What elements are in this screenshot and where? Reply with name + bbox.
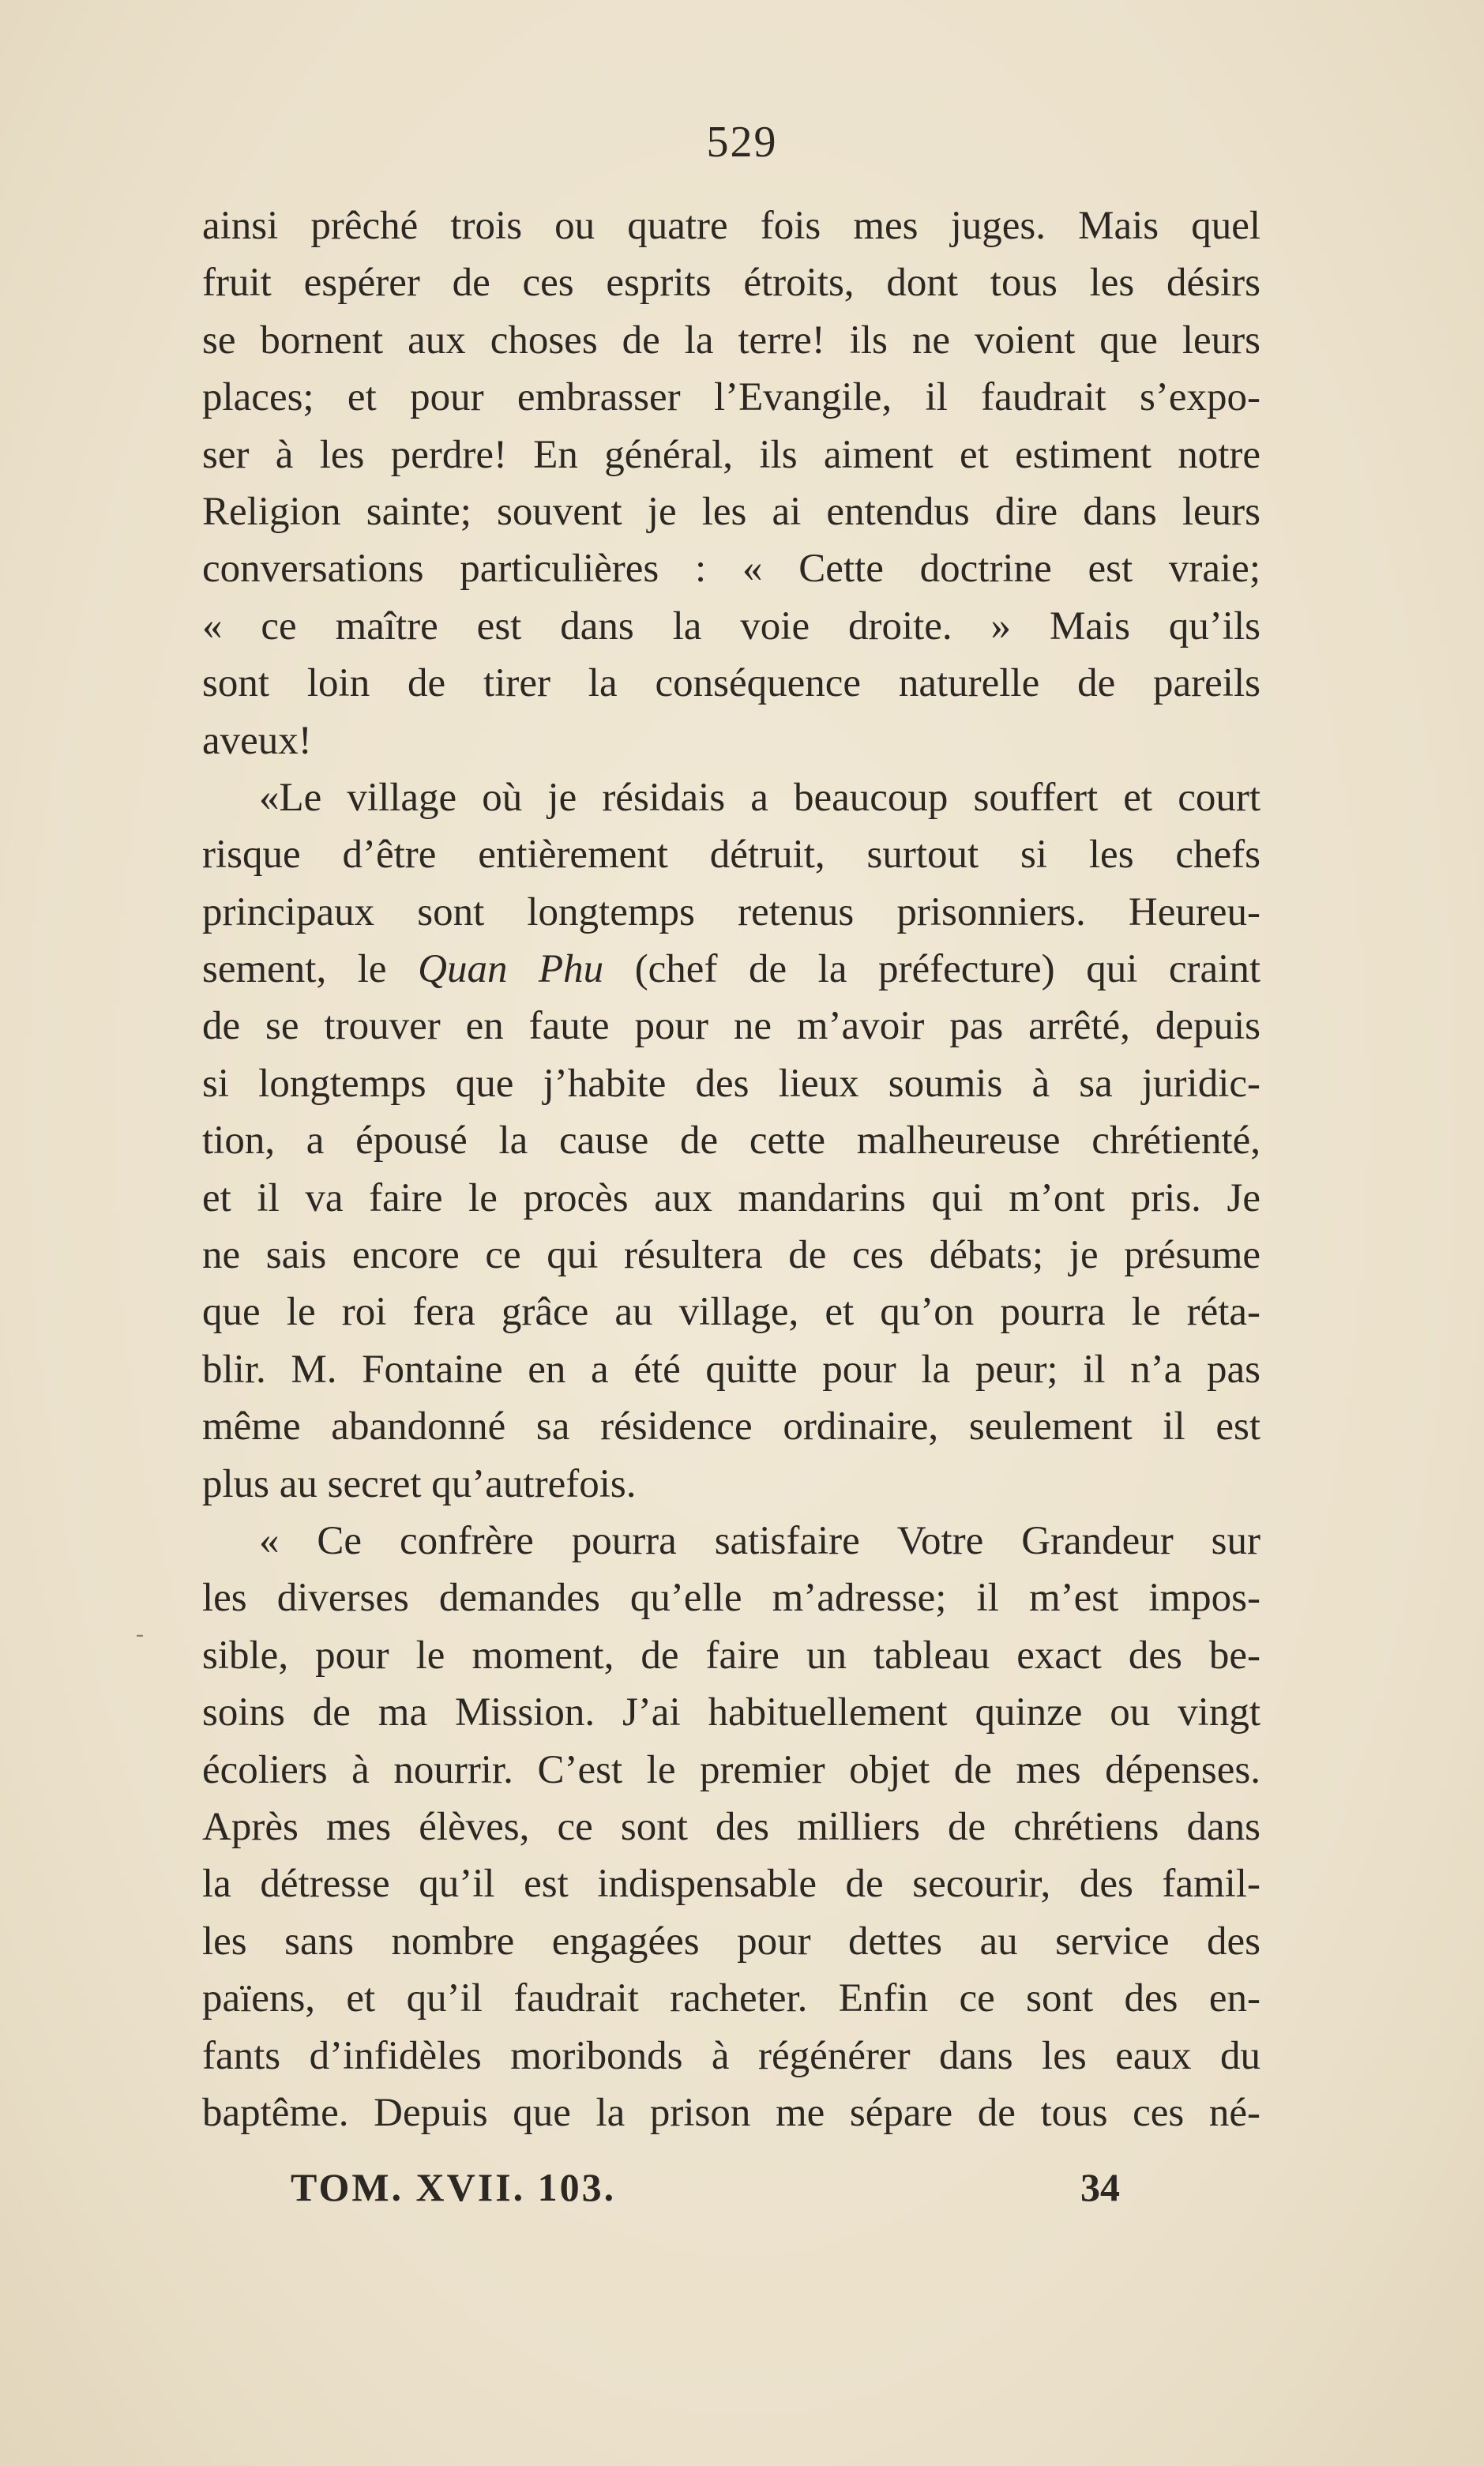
text-line: sont loin de tirer la conséquence naturelle de pareils xyxy=(202,661,1260,706)
text-line: tion, a épousé la cause de cette malheureuse chrétienté, xyxy=(202,1118,1260,1163)
text-line: si longtemps que j’habite des lieux soumis à sa juridic- xyxy=(202,1061,1260,1106)
text-line: plus au secret qu’autrefois. xyxy=(202,1461,637,1506)
text-line: même abandonné sa résidence ordinaire, seulement il est xyxy=(202,1404,1260,1449)
paragraph-start-line: « Ce confrère pourra satisfaire Votre Grandeur sur xyxy=(259,1518,1260,1563)
text-line: de se trouver en faute pour ne m’avoir pas arrêté, depuis xyxy=(202,1004,1260,1049)
text-line: baptême. Depuis que la prison me sépare de tous ces né- xyxy=(202,2090,1260,2135)
body-text xyxy=(202,197,1260,2141)
text-line: principaux sont longtemps retenus prisonniers. Heureu- xyxy=(202,889,1260,934)
text-line: « ce maître est dans la voie droite. » Mais qu’ils xyxy=(202,603,1260,648)
text-line: écoliers à nourrir. C’est le premier objet de mes dépenses. xyxy=(202,1747,1260,1792)
text-segment: sement, le xyxy=(202,947,387,992)
text-line: se bornent aux choses de la terre! ils ne voient que leurs xyxy=(202,318,1260,363)
italic-term: Quan Phu xyxy=(418,947,604,992)
text-line: la détresse qu’il est indispensable de secourir, des famil- xyxy=(202,1862,1260,1907)
page-footer xyxy=(291,2164,1120,2210)
text-line: fruit espérer de ces esprits étroits, dont tous les désirs xyxy=(202,261,1260,306)
text-line: païens, et qu’il faudrait racheter. Enfin ce sont des en- xyxy=(202,1976,1260,2021)
text-line: ainsi prêché trois ou quatre fois mes juges. Mais quel xyxy=(202,204,1260,248)
text-segment: (chef de la préfecture) qui craint xyxy=(634,947,1260,992)
text-line: les sans nombre engagées pour dettes au service des xyxy=(202,1919,1260,1964)
text-line: les diverses demandes qu’elle m’adresse; il m’est impos- xyxy=(202,1576,1260,1621)
text-line: Après mes élèves, ce sont des milliers de chrétiens dans xyxy=(202,1804,1260,1849)
text-line: risque d’être entièrement détruit, surtout si les chefs xyxy=(202,833,1260,878)
sheet-number: 34 xyxy=(1080,2165,1120,2209)
text-line: fants d’infidèles moribonds à régénérer dans les eaux du xyxy=(202,2033,1260,2078)
text-line: soins de ma Mission. J’ai habituellement quinze ou vingt xyxy=(202,1690,1260,1735)
paragraph-start-line: «Le village où je résidais a beaucoup souffert et court xyxy=(259,775,1260,820)
text-line: blir. M. Fontaine en a été quitte pour la peur; il n’a pas xyxy=(202,1347,1260,1392)
text-line: conversations particulières : « Cette doctrine est vraie; xyxy=(202,547,1260,592)
text-line: que le roi fera grâce au village, et qu’on pourra le réta- xyxy=(202,1290,1260,1335)
text-line: et il va faire le procès aux mandarins qui m’ont pris. Je xyxy=(202,1175,1260,1220)
margin-mark: - xyxy=(136,1621,144,1647)
signature-mark: TOM. XVII. 103. xyxy=(291,2165,617,2209)
text-line: sible, pour le moment, de faire un tableau exact des be- xyxy=(202,1633,1260,1678)
text-line: places; et pour embrasser l’Evangile, il faudrait s’expo- xyxy=(202,375,1260,420)
text-line-with-italic xyxy=(202,941,1260,998)
text-line: Religion sainte; souvent je les ai entendus dire dans leurs xyxy=(202,489,1260,534)
text-line: ne sais encore ce qui résultera de ces débats; je présume xyxy=(202,1233,1260,1278)
text-line: aveux! xyxy=(202,718,312,763)
page-number: 529 xyxy=(706,118,778,167)
text-line: ser à les perdre! En général, ils aiment et estiment notre xyxy=(202,432,1260,477)
